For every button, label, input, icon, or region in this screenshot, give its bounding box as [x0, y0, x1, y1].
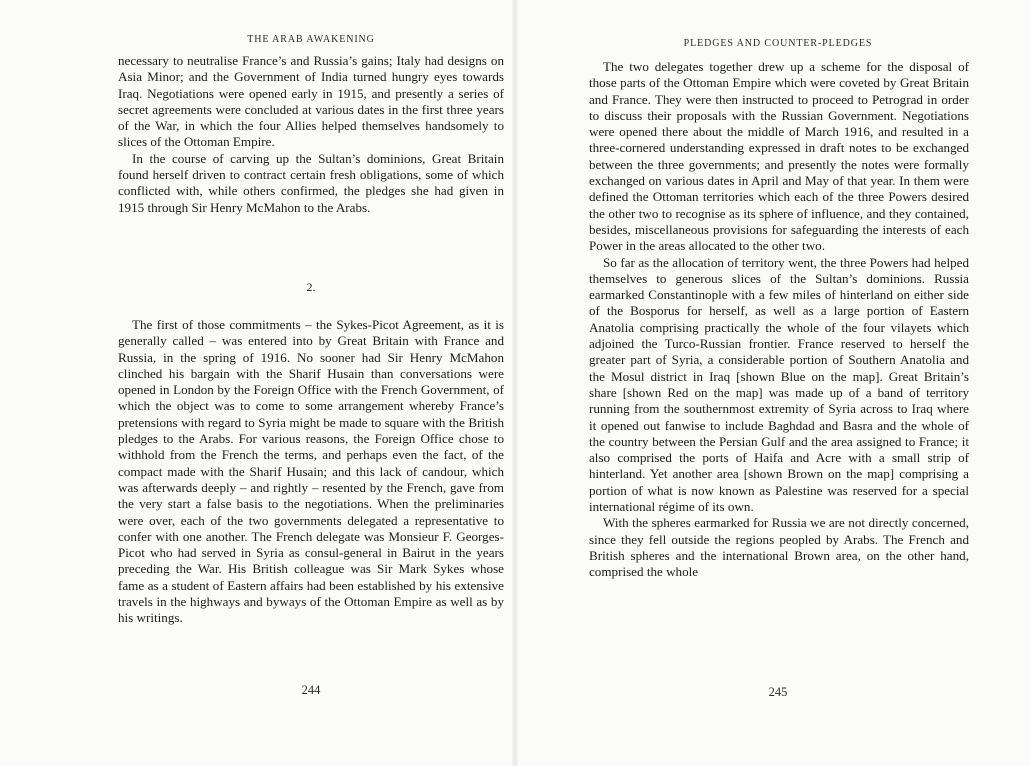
right-page: [585, 0, 971, 766]
left-text-bottom: [118, 317, 504, 627]
paragraph: necessary to neutralise France’s and Russia’s gains; Italy had designs on Asia Minor; and the Government of India turned hungry eyes towards Iraq. Negotiations were opened early in 1915, and presently a series of secret agreements were concluded at various dates in the first three years of the War, in which the four Allies helped themselves handsomely to slices of the Ottoman Empire.: [118, 53, 504, 150]
left-text-top: [118, 53, 504, 216]
page-number-left: 244: [301, 683, 321, 697]
page-number-right: 245: [768, 685, 788, 699]
paragraph: With the spheres earmarked for Russia we are not directly concerned, since they fell outside the regions peopled by Arabs. The French and British spheres and the international Brown area, on the other hand, comprised the whole: [589, 515, 969, 580]
left-page: [118, 0, 504, 766]
paragraph: The two delegates together drew up a scheme for the disposal of those parts of the Ottoman Empire which were coveted by Great Britain and France. They were then instructed to proceed to Petrograd in order to discuss their proposals with the Russian Government. Negotiations were opened there about the middle of March 1916, and resulted in a three-cornered understanding expressed in draft notes to be exchanged between the three governments; and presently the notes were formally exchanged on various dates in April and May of that year. In them were defined the Ottoman territories which each of the three Powers desired the other two to recognise as its sphere of influence, and they contained, besides, miscellaneous provisions for safeguarding the interests of each Power in the areas allocated to the other two.: [589, 59, 969, 254]
running-head-left: THE ARAB AWAKENING: [247, 34, 375, 45]
section-number: 2.: [306, 280, 316, 294]
paragraph: The first of those commitments – the Sykes-Picot Agreement, as it is generally called – was entered into by Great Britain with France and Russia, in the spring of 1916. No sooner had Sir Henry McMahon clinched his bargain with the Sharif Husain than conversations were opened in London by the Foreign Office with the French Government, of which the object was to come to some arrangement whereby France’s pretensions with regard to Syria might be made to square with the British pledges to the Arabs. For various reasons, the Foreign Office chose to withhold from the French the terms, and perhaps even the fact, of the compact made with the Sharif Husain; and this lack of candour, which was afterwards deeply – and rightly – resented by the French, gave from the very start a false basis to the negotiations. When the preliminaries were over, each of the two governments delegated a representative to confer with one another. The French delegate was Monsieur F. Georges-Picot who had served in Syria as consul-general in Bairut in the years preceding the War. His British colleague was Sir Mark Sykes whose fame as a student of Eastern affairs had been established by his extensive travels in the highways and byways of the Ottoman Empire as well as by his writings.: [118, 317, 504, 626]
book-gutter: [512, 0, 518, 766]
right-text: [589, 59, 969, 581]
running-head-right: PLEDGES AND COUNTER-PLEDGES: [683, 38, 873, 49]
paragraph: In the course of carving up the Sultan’s dominions, Great Britain found herself driven to contract certain fresh obligations, some of which conflicted with, while others confirmed, the pledges she had given in 1915 through Sir Henry McMahon to the Arabs.: [118, 150, 504, 215]
paragraph: So far as the allocation of territory went, the three Powers had helped themselves to generous slices of the Sultan’s dominions. Russia earmarked Constantinople with a few miles of hinterland on either side of the Bosporus for herself, as well as a large portion of Eastern Anatolia comprising practically the whole of the four vilayets which adjoined the Turco-Russian frontier. France reserved to herself the greater part of Syria, a considerable portion of Southern Anatolia and the Mosul district in Iraq [shown Blue on the map]. Great Britain’s share [shown Red on the map] was made up of a band of territory running from the southernmost extremity of Syria across to Iraq where it opened out fanwise to include Baghdad and Basra and the whole of the country between the Persian Gulf and the area assigned to France; it also comprised the ports of Haifa and Acre with a small strip of hinterland. Yet another area [shown Brown on the map] comprising a portion of what is now known as Palestine was reserved for a special international régime of its own.: [589, 254, 969, 515]
